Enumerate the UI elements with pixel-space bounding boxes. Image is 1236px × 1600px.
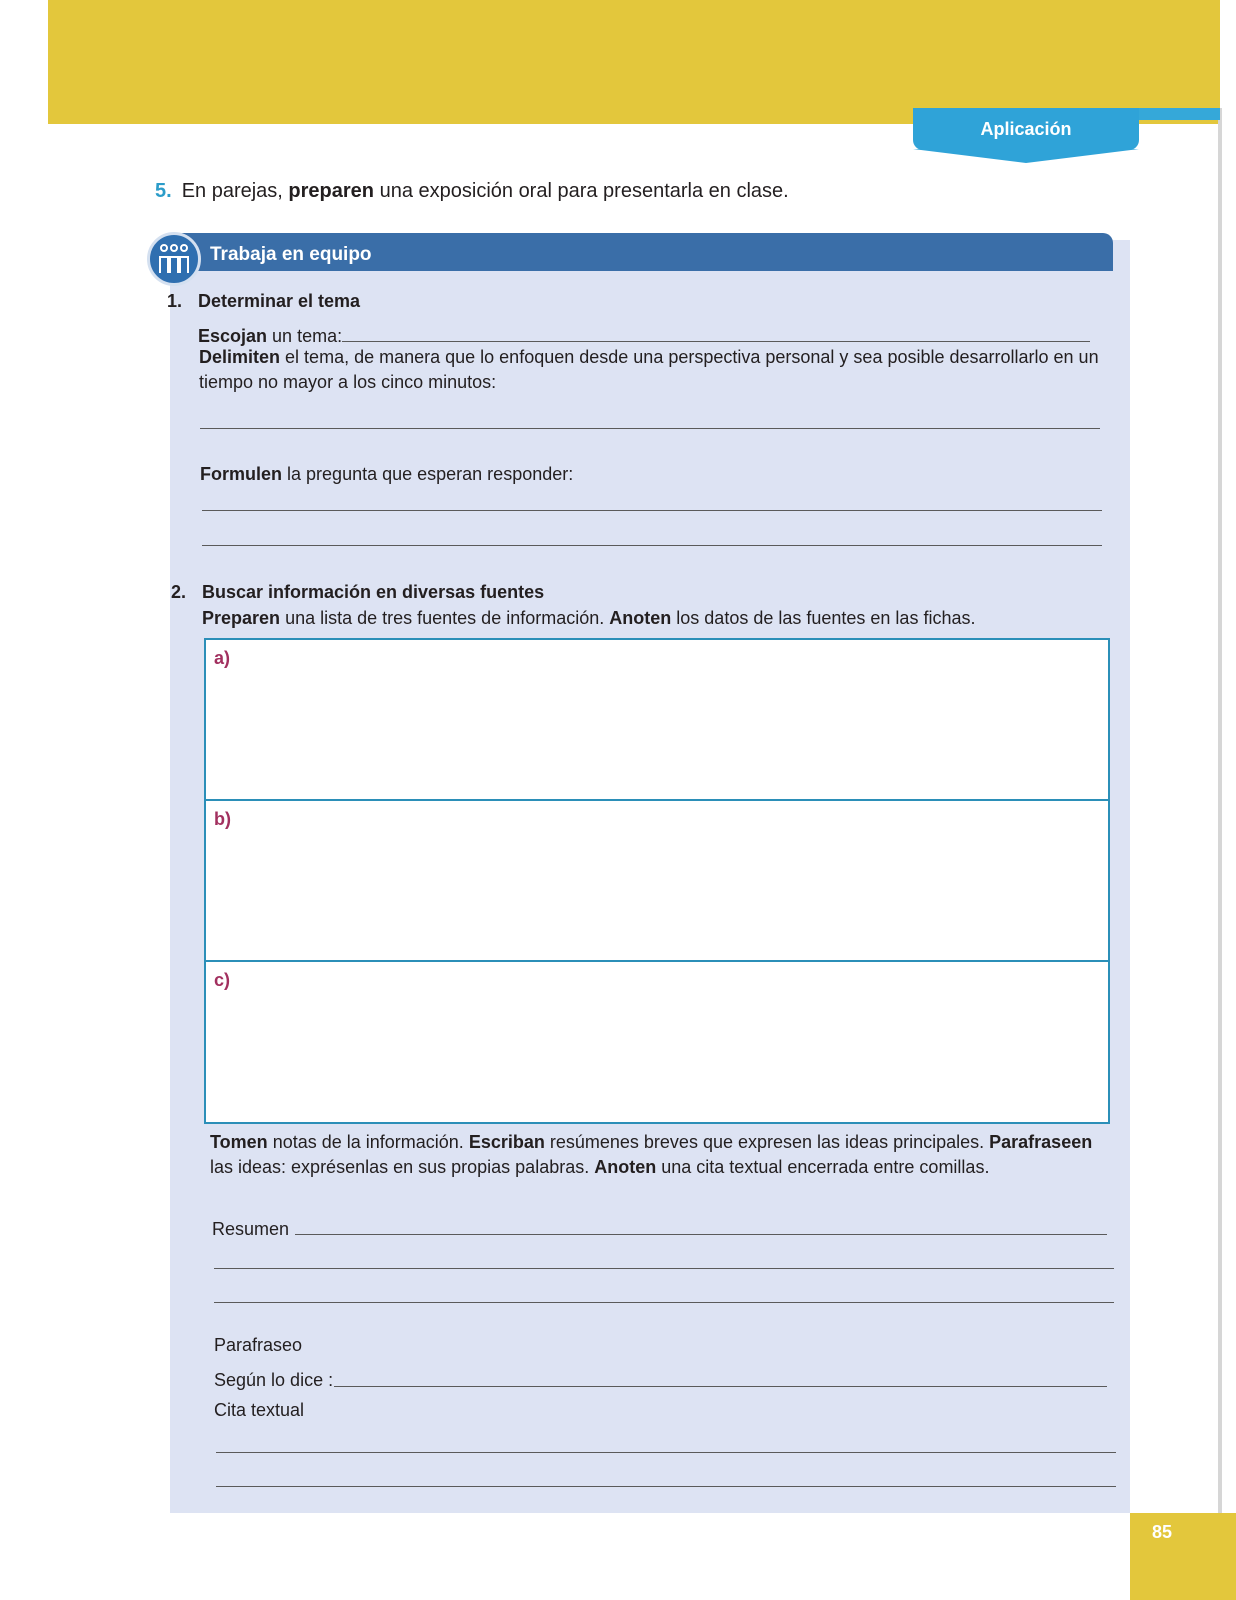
step2-number: 2. <box>171 582 187 602</box>
delimit-rest: el tema, de manera que lo enfoquen desde una perspectiva personal y sea posible desarrollarlo en un tiempo no mayor a los cinco minutos: <box>199 347 1099 392</box>
activity-text-b: una exposición oral para presentarla en clase. <box>379 180 789 202</box>
choose-bold: Escojan <box>198 326 268 346</box>
quote-line-2[interactable] <box>216 1486 1116 1487</box>
source-card-label: c) <box>214 970 231 990</box>
section-tab: Aplicación <box>913 108 1139 150</box>
delimit-instruction <box>199 345 1099 395</box>
according-line[interactable] <box>334 1386 1107 1387</box>
activity-number: 5. <box>155 180 172 202</box>
team-panel-title: Trabaja en equipo <box>210 244 372 265</box>
tab-strip <box>1128 108 1220 120</box>
activity-instruction <box>155 180 789 203</box>
prep-bold: Preparen <box>202 608 281 628</box>
according-label: Según lo dice : <box>214 1370 334 1390</box>
step1-title: Determinar el tema <box>198 291 361 311</box>
take-bold: Tomen <box>210 1132 268 1152</box>
summary-line-2[interactable] <box>214 1268 1114 1269</box>
activity-text-bold: preparen <box>288 180 375 202</box>
quote-label: Cita textual <box>214 1400 305 1420</box>
formulate-instruction <box>200 462 573 487</box>
topic-answer-line[interactable] <box>342 341 1090 342</box>
notes-instruction <box>210 1130 1110 1180</box>
delimit-bold: Delimiten <box>199 347 281 367</box>
para-bold: Parafraseen <box>989 1132 1093 1152</box>
source-card-a[interactable] <box>206 640 1108 801</box>
summary-line-1[interactable] <box>295 1234 1107 1235</box>
step1-number: 1. <box>167 291 183 311</box>
write-bold: Escriban <box>468 1132 545 1152</box>
summary-line-3[interactable] <box>214 1302 1114 1303</box>
source-cards-grid <box>204 638 1110 1124</box>
step2-title: Buscar información en diversas fuentes <box>202 582 545 602</box>
source-card-c[interactable] <box>206 962 1108 1121</box>
quote-rest: una cita textual encerrada entre comillas. <box>661 1157 990 1177</box>
question-answer-line-1[interactable] <box>202 510 1102 511</box>
source-card-label: a) <box>214 648 231 668</box>
page-edge <box>1218 108 1222 1600</box>
note-bold: Anoten <box>609 608 672 628</box>
delimit-answer-line[interactable] <box>200 428 1100 429</box>
quote-line-1[interactable] <box>216 1452 1116 1453</box>
write-rest: resúmenes breves que expresen las ideas principales. <box>549 1132 985 1152</box>
take-rest: notas de la información. <box>272 1132 464 1152</box>
page-number: 85 <box>1152 1522 1173 1542</box>
top-color-band <box>48 0 1220 124</box>
paraphrase-label: Parafraseo <box>214 1335 303 1355</box>
activity-text-a: En parejas, <box>181 180 283 202</box>
source-card-label: b) <box>214 809 231 829</box>
choose-rest: un tema: <box>272 326 343 346</box>
source-card-b[interactable] <box>206 801 1108 962</box>
formulate-rest: la pregunta que esperan responder: <box>287 464 574 484</box>
section-tab-tip <box>913 149 1139 163</box>
para-rest: las ideas: exprésenlas en sus propias palabras. <box>210 1157 590 1177</box>
question-answer-line-2[interactable] <box>202 545 1102 546</box>
sources-instruction <box>202 606 975 631</box>
team-icon <box>147 232 201 286</box>
prep-rest: una lista de tres fuentes de información. <box>285 608 605 628</box>
summary-label: Resumen <box>212 1219 290 1239</box>
formulate-bold: Formulen <box>200 464 283 484</box>
note-rest: los datos de las fuentes en las fichas. <box>676 608 976 628</box>
page-number-box <box>1130 1513 1236 1600</box>
quote-bold: Anoten <box>594 1157 657 1177</box>
